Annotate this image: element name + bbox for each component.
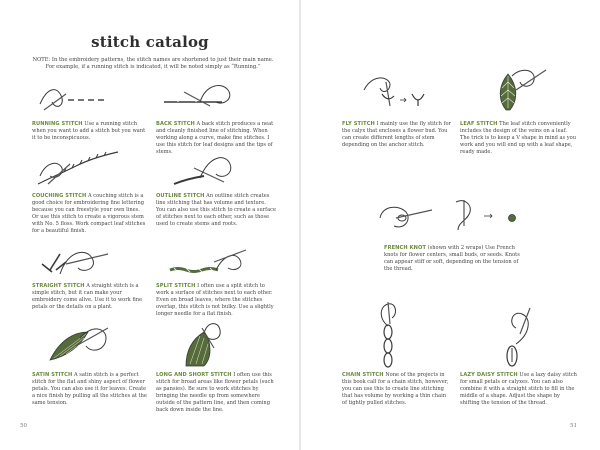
stitch-name: LEAF STITCH [460,121,498,127]
stitch-description: (shown with 2 wraps) Use French knots for flower centers, small buds, or seeds. Knots can appear stiff or soft, depending on the tension of the thread. [384,245,520,272]
right-page-number: 51 [570,423,577,429]
stitch-name: SPLIT STITCH [156,283,196,289]
left-page-number: 50 [20,423,27,429]
back-stitch-illustration [160,80,250,118]
stitch-entry-couching [32,193,147,235]
stitch-entry-running [32,121,147,142]
stitch-description: A back stitch produces a neat and cleanly finished line of stitching. When working along a curve, make fine stitches. I use this stitch for leaf designs and the tips of stems. [156,121,274,155]
stitch-entry-lazy-daisy [460,372,578,407]
stitch-entry-split [156,283,276,318]
stitch-name: FLY STITCH [342,121,375,127]
stitch-name: FRENCH KNOT [384,245,427,251]
stitch-entry-straight [32,283,147,311]
running-stitch-illustration [34,80,114,118]
satin-stitch-illustration [40,320,120,368]
stitch-description: I often use a split stitch to work a surface of stitches next to each other. Even on broad leaves, where the stitches overlap, this stitch is not bulky. Use a slightly longer needle for a flat finish. [156,283,274,317]
stitch-name: OUTLINE STITCH [156,193,205,199]
stitch-name: LAZY DAISY STITCH [460,372,518,378]
stitch-entry-back [156,121,276,156]
stitch-description: A couching stitch is a good choice for embroidering fine lettering because you can freestyle your own lines. Or use this stitch to create a vigorous stem with No. 5 floss. Work compact leaf stitches for a beautiful finish. [32,193,146,234]
stitch-entry-long-and-short [156,372,276,414]
stitch-entry-fly [342,121,452,149]
split-stitch-illustration [164,240,254,282]
couching-stitch-illustration [34,148,124,190]
stitch-description: A straight stitch is a simple stitch, but it can make your embroidery come alive. Use it to work fine petals or the details on a plant. [32,283,143,310]
stitch-description: I mainly use the fly stitch for the calyx that encloses a flower bud. You can create different lengths of stem depending on the anchor stitch. [342,121,451,148]
page-gutter [299,0,301,450]
stitch-description: An outline stitch creates line stitching that has volume and texture. You can also use this stitch to create a surface of stitches next to each other, such as those used to create stems and roots. [156,193,276,227]
chain-stitch-illustration [370,300,410,372]
stitch-name: STRAIGHT STITCH [32,283,85,289]
stitch-entry-outline [156,193,276,228]
stitch-description: I often use this stitch for broad areas like flower petals (such as pansies). Be sure to work stitches by bringing the needle up from somewhere outside of the pattern line, and then coming back down inside the line. [156,372,274,413]
page-title: stitch catalog [91,33,209,51]
french-knot-illustration [372,196,532,240]
stitch-description: Use a lazy daisy stitch for small petals or calyxes. You can also combine it with a straight stitch to fill in the middle of a shape. Adjust the shape by shifting the tension of the thread. [460,372,577,406]
lazy-daisy-stitch-illustration [486,300,546,372]
stitch-name: LONG AND SHORT STITCH [156,372,232,378]
stitch-name: COUCHING STITCH [32,193,87,199]
outline-stitch-illustration [170,150,250,192]
intro-note: NOTE: In the embroidery patterns, the stitch names are shortened to just their main name. For example, if a running stitch is indicated, it will be noted simply as “Running.” [32,57,274,71]
stitch-description: Use a running stitch when you want to add a stitch but you want it to be inconspicuous. [32,121,146,141]
stitch-description: A satin stitch is a perfect stitch for the flat and shiny aspect of flower petals. You can also use it for leaves. Create a nice finish by pulling all the stitches at the same tension. [32,372,147,406]
stitch-entry-leaf [460,121,578,156]
straight-stitch-illustration [38,240,118,282]
stitch-description: The leaf stitch conveniently includes the design of the veins on a leaf. The trick is to keep a V shape in mind as you work and you will end up with a leaf shape, ready made. [460,121,576,155]
stitch-description: None of the projects in this book call for a chain stitch, however, you can use this to create line stitching that has volume by working a thin chain of tightly pulled stitches. [342,372,449,406]
stitch-name: BACK STITCH [156,121,195,127]
stitch-name: SATIN STITCH [32,372,73,378]
stitch-entry-satin [32,372,147,407]
long-and-short-stitch-illustration [176,318,236,370]
stitch-entry-french-knot [384,245,524,273]
leaf-stitch-illustration [476,66,556,114]
fly-stitch-illustration [360,70,440,116]
stitch-name: CHAIN STITCH [342,372,384,378]
stitch-entry-chain [342,372,452,407]
stitch-name: RUNNING STITCH [32,121,83,127]
